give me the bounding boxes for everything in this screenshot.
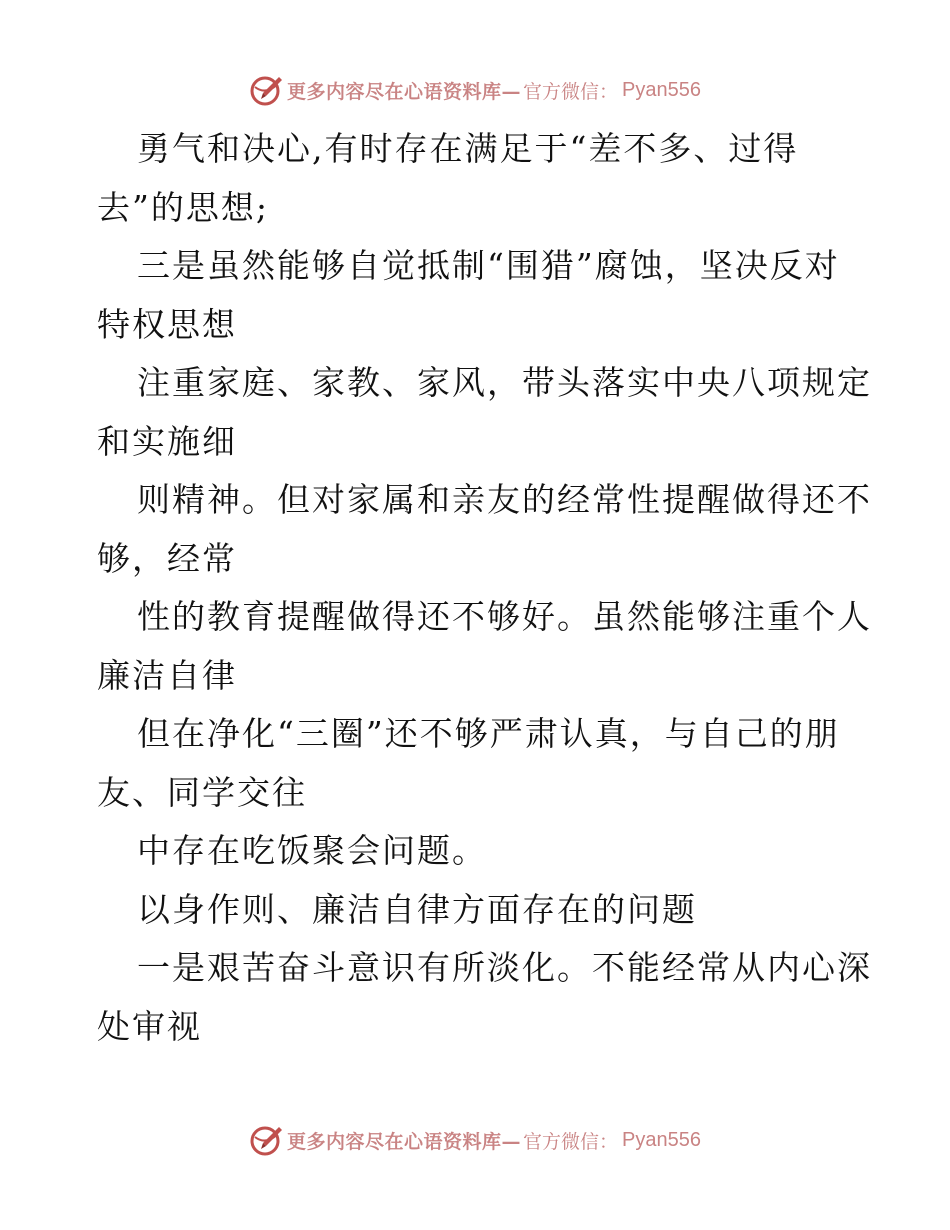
paragraph-line: 处审视 [97, 1006, 202, 1046]
paragraph-line: 去”的思想; [97, 187, 269, 227]
header-watermark-banner [0, 70, 950, 110]
paragraph-line: 勇气和决心,有时存在满足于“差不多、过得 [137, 129, 799, 168]
paragraph-line: 一是艰苦奋斗意识有所淡化。不能经常从内心深 [137, 948, 872, 987]
banner-wechat-id: Pyan556 [622, 78, 701, 101]
paragraph-line: 特权思想 [97, 304, 237, 344]
footer-watermark-banner [0, 1120, 950, 1160]
banner-wechat-id: Pyan556 [622, 1128, 701, 1151]
banner-wechat-label: 官方微信： [523, 1130, 619, 1153]
document-body [97, 120, 872, 1056]
paragraph-line: 友、同学交往 [97, 772, 307, 812]
banner-text: 更多内容尽在心语资料库— [287, 1130, 522, 1153]
banner-text: 更多内容尽在心语资料库— [287, 80, 522, 103]
pen-globe-logo-icon [249, 1123, 283, 1157]
paragraph-line: 但在净化“三圈”还不够严肃认真，与自己的朋 [137, 714, 840, 753]
pen-globe-logo-icon [249, 73, 283, 107]
banner-wechat-label: 官方微信： [523, 80, 619, 103]
paragraph-line: 和实施细 [97, 421, 237, 461]
paragraph-line: 廉洁自律 [97, 655, 237, 695]
paragraph-line: 够，经常 [97, 538, 237, 578]
paragraph-line: 注重家庭、家教、家风，带头落实中央八项规定 [137, 363, 872, 402]
paragraph-line: 则精神。但对家属和亲友的经常性提醒做得还不 [137, 480, 872, 519]
paragraph-line: 以身作则、廉洁自律方面存在的问题 [137, 889, 697, 929]
paragraph-line: 性的教育提醒做得还不够好。虽然能够注重个人 [137, 597, 872, 636]
paragraph-line: 三是虽然能够自觉抵制“围猎”腐蚀，坚决反对 [137, 246, 840, 285]
paragraph-line: 中存在吃饭聚会问题。 [137, 831, 487, 870]
